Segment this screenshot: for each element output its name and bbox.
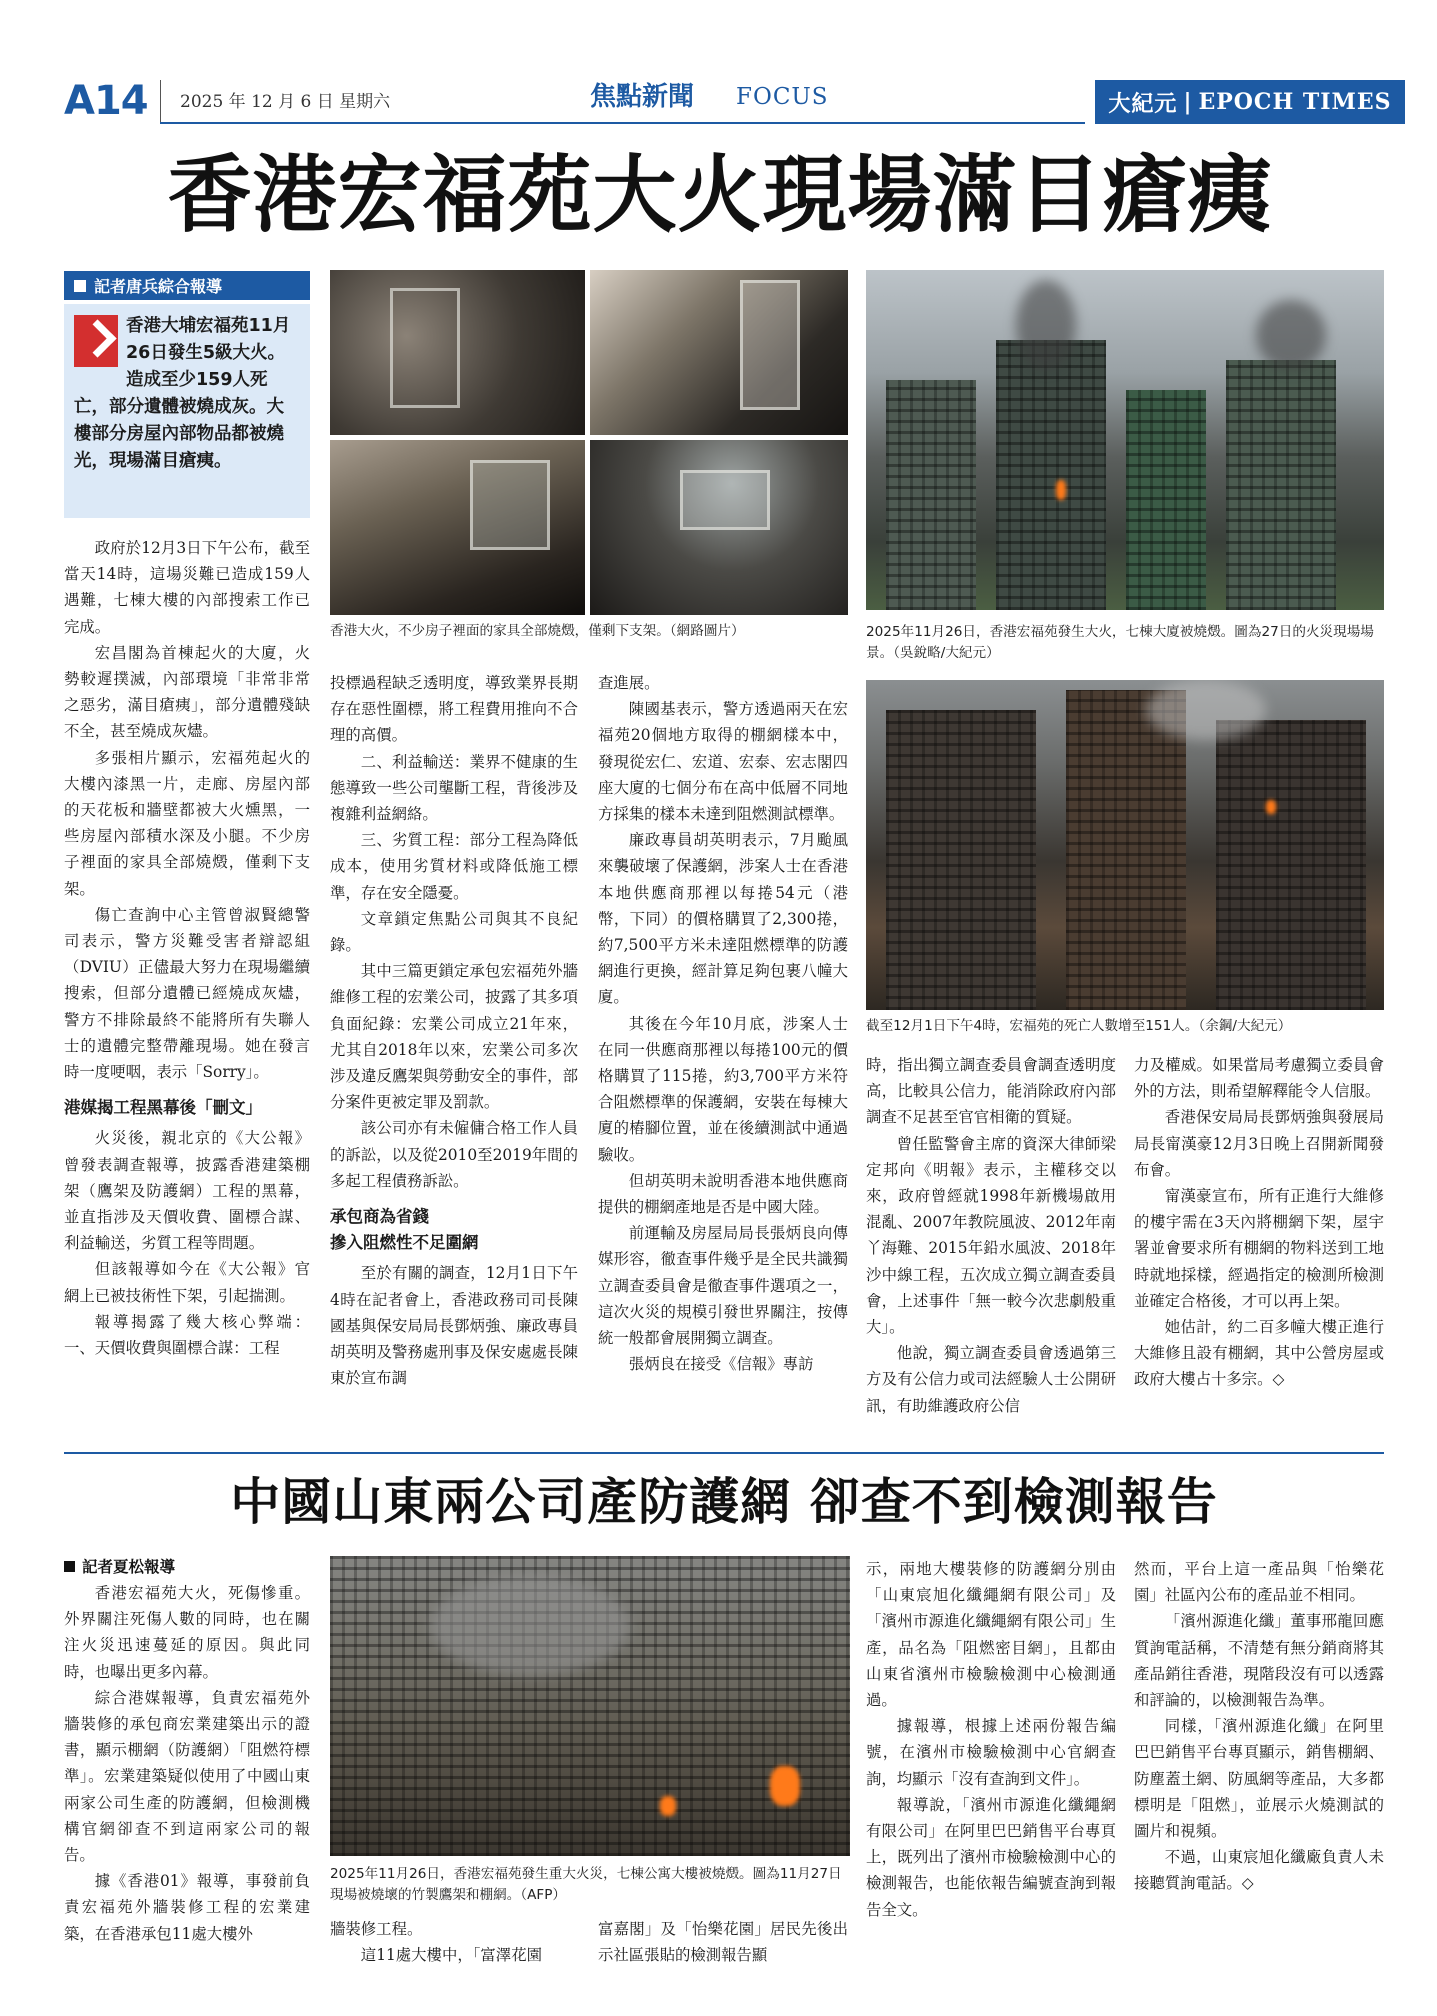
second-headline: 中國山東兩公司產防護網 卻查不到檢測報告 bbox=[230, 1473, 1218, 1531]
paragraph: 多張相片顯示，宏福苑起火的大樓內漆黑一片，走廊、房屋內部的天花板和牆壁都被大火燻黑，一些房屋內部積水深及小腿。不少房子裡面的家具全部燒燬，僅剩下支架。 bbox=[64, 748, 310, 898]
paragraph: 他說，獨立調查委員會透過第三方及有公信力或司法經驗人士公開研訊，有助維護政府公信 bbox=[866, 1344, 1116, 1414]
paragraph: 張炳良在接受《信報》專訪 bbox=[628, 1355, 814, 1374]
main-headline: 香港宏福苑大火現場滿目瘡痍 bbox=[167, 145, 1273, 244]
paragraph: 香港宏福苑大火，死傷慘重。外界關注死傷人數的同時，也在關注火災迅速蔓延的原因。與此同時，也曝出更多內幕。 bbox=[64, 1584, 310, 1681]
paragraph: 報導揭露了幾大核心弊端：一、天價收費與圍標合謀：工程 bbox=[64, 1312, 310, 1358]
square-bullet-icon bbox=[74, 280, 86, 292]
interior-burned-photo bbox=[330, 440, 585, 615]
window-frame bbox=[390, 288, 460, 408]
tower-building bbox=[1126, 390, 1206, 610]
paragraph: 但胡英明未說明香港本地供應商提供的棚網產地是否是中國大陸。 bbox=[598, 1171, 848, 1217]
byline bbox=[64, 1555, 175, 1577]
tower-building bbox=[1066, 690, 1186, 1010]
logo-chinese: 大紀元 bbox=[1108, 90, 1178, 117]
paragraph: 甯漢豪宣布，所有正進行大維修的樓宇需在3天內將棚網下架，屋宇署並會要求所有棚網的物料送到工地時就地採樣，經過指定的檢測所檢測並確定合格後，才可以再上架。 bbox=[1134, 1187, 1384, 1310]
paragraph: 綜合港媒報導，負責宏福苑外牆裝修的承包商宏業建築出示的證書，顯示棚網（防護網）「阻燃符標準」。宏業建築疑似使用了中國山東兩家公司生產的防護網，但檢測機構官網卻查不到這兩家公司的報告。 bbox=[64, 1688, 310, 1865]
article2-column-1 bbox=[64, 1580, 310, 1990]
paragraph: 廉政專員胡英明表示，7月颱風來襲破壞了保護網，涉案人士在香港本地供應商那裡以每捲54元（港幣，下同）的價格購買了2,300捲，約7,500平方米未達阻燃標準的防護網進行更換，經計算足夠包裹八幢大廈。 bbox=[598, 831, 848, 1007]
header-rule bbox=[160, 122, 1085, 124]
chevron-right-icon bbox=[74, 315, 118, 367]
photo-caption: 2025年11月26日，香港宏福苑發生重大火災，七棟公寓大樓被燒燬。圖為11月27日現場被燒壞的竹製鷹架和棚網。（AFP） bbox=[330, 1866, 842, 1903]
paragraph: 至於有關的調查，12月1日下午4時在記者會上，香港政務司司長陳國基與保安局局長鄧炳強、廉政專員胡英明及警務處刑事及保安處處長陳東於宣布調 bbox=[330, 1264, 578, 1388]
subheading: 承包商為省錢 bbox=[330, 1207, 429, 1227]
paragraph: 示，兩地大樓裝修的防護網分別由「山東宸旭化纖繩網有限公司」及「濱州市源進化纖繩網有限公司」生產，品名為「阻燃密目網」，且都由山東省濱州市檢驗檢測中心檢測通過。 bbox=[866, 1560, 1116, 1710]
fire-glow bbox=[770, 1766, 800, 1806]
window-frame bbox=[470, 460, 550, 550]
smoke-plume bbox=[1256, 300, 1326, 370]
paragraph: 宏昌閣為首棟起火的大廈，火勢較遲撲滅，內部環境「非常非常之惡劣，滿目瘡痍」，部分遺體殘缺不全，甚至燒成灰燼。 bbox=[64, 643, 310, 741]
paragraph: 陳國基表示，警方透過兩天在宏福苑20個地方取得的棚網樣本中，發現從宏仁、宏道、宏泰、宏志閣四座大廈的七個分布在高中低層不同地方採集的樣本未達到阻燃測試標準。 bbox=[598, 700, 848, 824]
burning-towers-photo bbox=[866, 270, 1384, 610]
tower-building bbox=[1226, 360, 1336, 610]
square-bullet-icon bbox=[64, 1561, 75, 1572]
article2-column-5 bbox=[1134, 1556, 1384, 1996]
paragraph: 曾任監警會主席的資深大律師梁定邦向《明報》表示，主權移交以來，政府曾經就1998年新機場啟用混亂、2007年教院風波、2012年南丫海難、2015年鉛水風波、2018年沙中線工程，五次成立獨立調查委員會，上述事件「無一較今次悲劇般重大」。 bbox=[866, 1134, 1116, 1337]
paragraph: 其後在今年10月底，涉案人士在同一供應商那裡以每捲100元的價格購買了115捲，約3,700平方米符合阻燃標準的保護網，安裝在每棟大廈的樁腳位置，並在後續測試中通過驗收。 bbox=[598, 1014, 848, 1164]
paragraph: 香港保安局局長鄧炳強與發展局局長甯漢豪12月3日晚上召開新聞發布會。 bbox=[1134, 1108, 1384, 1179]
interior-burned-photo bbox=[590, 270, 848, 435]
section-title: 焦點新聞 bbox=[590, 82, 695, 112]
header-divider bbox=[160, 80, 161, 122]
subheading: 摻入阻燃性不足圍網 bbox=[330, 1233, 479, 1253]
logo-divider: | bbox=[1183, 89, 1193, 115]
paragraph: 二、利益輸送：業界不健康的生態導致一些公司壟斷工程，背後涉及複雜利益網絡。 bbox=[330, 752, 578, 824]
doorway bbox=[740, 280, 800, 410]
paragraph: 但該報導如今在《大公報》官網上已被技術性下架，引起揣測。 bbox=[64, 1260, 310, 1305]
tower-building bbox=[1216, 720, 1366, 1010]
paragraph: 其中三篇更鎖定承包宏福苑外牆維修工程的宏業公司，披露了其多項負面紀錄：宏業公司成立21年來，尤其自2018年以來，宏業公司多次涉及違反鷹架與勞動安全的事件，部分案件更被定罪及罰款。 bbox=[330, 962, 578, 1112]
interior-burned-photo bbox=[590, 440, 848, 615]
fire-glow bbox=[1266, 800, 1276, 814]
article-column-5 bbox=[1134, 1052, 1384, 1414]
paragraph: 時，指出獨立調查委員會調查透明度高，比較具公信力，能消除政府內部調查不足甚至官官相衛的質疑。 bbox=[866, 1056, 1116, 1127]
tower-building bbox=[886, 710, 1036, 1010]
article-divider bbox=[64, 1452, 1384, 1454]
window-frame bbox=[680, 470, 770, 530]
byline bbox=[64, 271, 310, 300]
paragraph: 投標過程缺乏透明度，導致業界長期存在惡性圍標，將工程費用推向不合理的高價。 bbox=[330, 674, 578, 745]
article2-column-4 bbox=[866, 1556, 1116, 1996]
paragraph: 她估計，約二百多幢大樓正進行大維修且設有棚網，其中公營房屋或政府大樓占十多宗。◇ bbox=[1134, 1318, 1384, 1389]
article-column-2 bbox=[330, 670, 578, 1413]
burning-towers-photo bbox=[866, 680, 1384, 1010]
paragraph: 同樣，「濱州源進化纖」在阿里巴巴銷售平台專頁顯示，銷售棚網、防塵蓋土網、防風網等產品，大多都標明是「阻燃」，並展示火燒測試的圖片和視頻。 bbox=[1134, 1717, 1384, 1841]
smoke-plume bbox=[1016, 280, 1076, 370]
article-column-3 bbox=[598, 670, 848, 1413]
fire-glow bbox=[1056, 480, 1066, 500]
lead-summary-box bbox=[64, 304, 310, 518]
paragraph: 富嘉閣」及「怡樂花園」居民先後出示社區張貼的檢測報告顯 bbox=[598, 1920, 848, 1965]
scaffolding-fire-photo bbox=[330, 1556, 850, 1856]
paragraph: 報導說，「濱州市源進化纖繩網有限公司」在阿里巴巴銷售平台專頁上，既列出了濱州市檢驗檢測中心的檢測報告，也能依報告編號查詢到報告全文。 bbox=[866, 1795, 1116, 1919]
paragraph: 前運輸及房屋局局長張炳良向傳媒形容，徹查事件幾乎是全民共識獨立調查委員會是徹查事件選項之一，這次火災的規模引發世界關注，按傳統一般都會展開獨立調查。 bbox=[598, 1224, 848, 1348]
article-column-4 bbox=[866, 1052, 1116, 1414]
photo-caption: 2025年11月26日，香港宏福苑發生大火，七棟大廈被燒燬。圖為27日的火災現場場景。（吳銳略/大紀元） bbox=[866, 624, 1374, 661]
paragraph: 這11處大樓中，「富澤花園 bbox=[360, 1946, 542, 1965]
article2-column-3 bbox=[598, 1916, 848, 1996]
epoch-times-logo[interactable] bbox=[1095, 80, 1405, 124]
article2-column-2 bbox=[330, 1916, 578, 1996]
interior-burned-photo bbox=[330, 270, 585, 435]
paragraph: 三、劣質工程：部分工程為降低成本，使用劣質材料或降低施工標準，存在安全隱憂。 bbox=[330, 831, 578, 902]
paragraph: 文章鎖定焦點公司與其不良紀錄。 bbox=[330, 909, 578, 955]
lead-text: 香港大埔宏福苑11月26日發生5級大火。造成至少159人死亡，部分遺體被燒成灰。大樓部分房屋內部物品都被燒光，現場滿目瘡痍。 bbox=[74, 316, 291, 471]
smoke-plume bbox=[1146, 680, 1266, 740]
paragraph: 該公司亦有未僱傭合格工作人員的訴訟，以及從2010至2019年間的多起工程債務訴訟。 bbox=[330, 1119, 578, 1190]
paragraph: 牆裝修工程。 bbox=[330, 1920, 423, 1938]
paragraph: 不過，山東宸旭化纖廠負責人未接聽質詢電話。◇ bbox=[1134, 1848, 1384, 1893]
photo-caption: 香港大火，不少房子裡面的家具全部燒燬，僅剩下支架。（網路圖片） bbox=[330, 623, 745, 639]
photo-caption: 截至12月1日下午4時，宏福苑的死亡人數增至151人。（余鋼/大紀元） bbox=[866, 1018, 1292, 1034]
paragraph: 然而，平台上這一產品與「怡樂花園」社區內公布的產品並不相同。 bbox=[1134, 1560, 1384, 1605]
logo-english: EPOCH TIMES bbox=[1198, 89, 1392, 115]
smoke-plume bbox=[430, 1576, 630, 1676]
paragraph: 據報導，根據上述兩份報告編號，在濱州市檢驗檢測中心官網查詢，均顯示「沒有查詢到文件」。 bbox=[866, 1717, 1116, 1788]
byline-text: 記者唐兵綜合報導 bbox=[94, 277, 223, 296]
paragraph: 政府於12月3日下午公布，截至當天14時，這場災難已造成159人遇難，七棟大樓的內部搜索工作已完成。 bbox=[64, 539, 310, 636]
paragraph: 查進展。 bbox=[598, 674, 660, 692]
subheading: 港媒揭工程黑幕後「刪文」 bbox=[64, 1098, 262, 1118]
article-column-1 bbox=[64, 535, 310, 1413]
paragraph: 據《香港01》報導，事發前負責宏福苑外牆裝修工程的宏業建築，在香港承包11處大樓外 bbox=[64, 1872, 310, 1943]
paragraph: 傷亡查詢中心主管曾淑賢總警司表示，警方災難受害者辯認組（DVIU）正儘最大努力在現場繼續搜索，但部分遺體已經燒成灰燼，警方不排除最終不能將所有失聯人士的遺體完整帶離現場。她在發言時一度哽咽，表示「Sorry」。 bbox=[64, 905, 310, 1082]
byline-text: 記者夏松報導 bbox=[82, 1558, 176, 1576]
tower-building bbox=[886, 380, 976, 610]
fire-glow bbox=[660, 1796, 676, 1816]
paragraph: 「濱州源進化纖」董事邢龍回應質詢電話稱，不清楚有無分銷商將其產品銷往香港，現階段沒有可以透露和評論的，以檢測報告為準。 bbox=[1134, 1612, 1384, 1710]
paragraph: 火災後，親北京的《大公報》曾發表調查報導，披露香港建築棚架（鷹架及防護網）工程的黑幕，並直指涉及天價收費、圍標合謀、利益輸送，劣質工程等問題。 bbox=[64, 1129, 310, 1253]
issue-date: 2025 年 12 月 6 日 星期六 bbox=[180, 92, 391, 112]
page-number: A14 bbox=[64, 78, 148, 124]
section-title-en: FOCUS bbox=[736, 84, 829, 110]
paragraph: 力及權威。如果當局考慮獨立委員會外的方法，則希望解釋能令人信服。 bbox=[1134, 1056, 1384, 1101]
tower-building bbox=[996, 340, 1106, 610]
